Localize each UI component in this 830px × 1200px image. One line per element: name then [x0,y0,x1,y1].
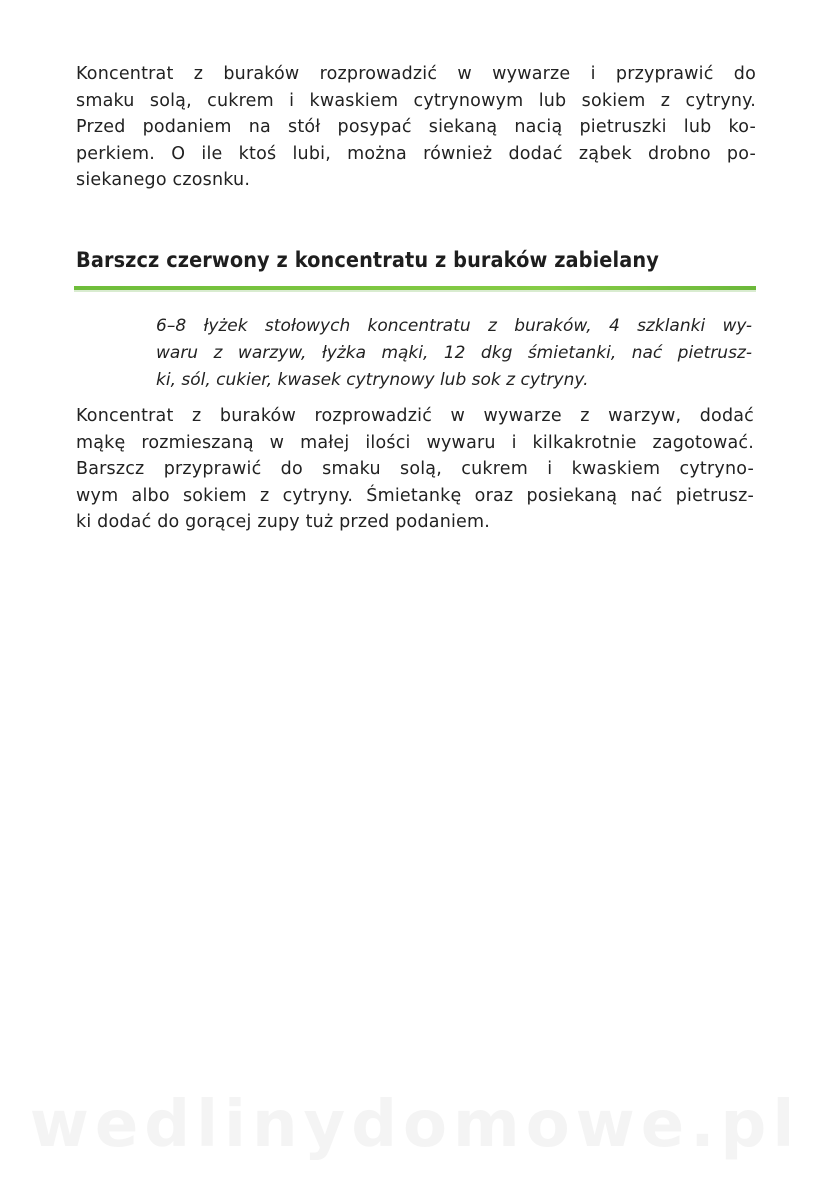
ingredients-line: waru z warzyw, łyżka mąki, 12 dkg śmietanki, nać pietrusz- [156,343,752,363]
text-line: ki dodać do gorącej zupy tuż przed podaniem. [76,512,491,532]
text-line: perkiem. O ile ktoś lubi, można również dodać ząbek drobno po- [76,143,756,164]
text-line: smaku solą, cukrem i kwaskiem cytrynowym lub sokiem z cytryny. [76,90,756,111]
title-underline-shadow [74,290,756,292]
text-line: Przed podaniem na stół posypać siekaną nacią pietruszki lub ko- [76,117,756,137]
ingredients-list [156,313,752,394]
text-line: mąkę rozmieszaną w małej ilości wywaru i kilkakrotnie zagotować. [76,432,754,453]
text-line: Koncentrat z buraków rozprowadzić w wywarze i przyprawić do [76,64,756,84]
ingredients-line: 6–8 łyżek stołowych koncentratu z buraków, 4 szklanki wy- [156,316,752,336]
text-line: Barszcz przyprawić do smaku solą, cukrem i kwaskiem cytryno- [76,459,754,479]
text-line: Koncentrat z buraków rozprowadzić w wywarze z warzyw, dodać [76,406,754,426]
method-paragraph [76,403,754,536]
ingredients-line: ki, sól, cukier, kwasek cytrynowy lub sok z cytryny. [156,370,589,390]
text-line: wym albo sokiem z cytryny. Śmietankę oraz posiekaną nać pietrusz- [76,485,754,506]
intro-paragraph [76,61,756,194]
recipe-title: Barszcz czerwony z koncentratu z buraków zabielany [76,248,659,272]
site-watermark: wedlinydomowe.pl [29,1088,801,1162]
text-line: siekanego czosnku. [76,170,251,190]
